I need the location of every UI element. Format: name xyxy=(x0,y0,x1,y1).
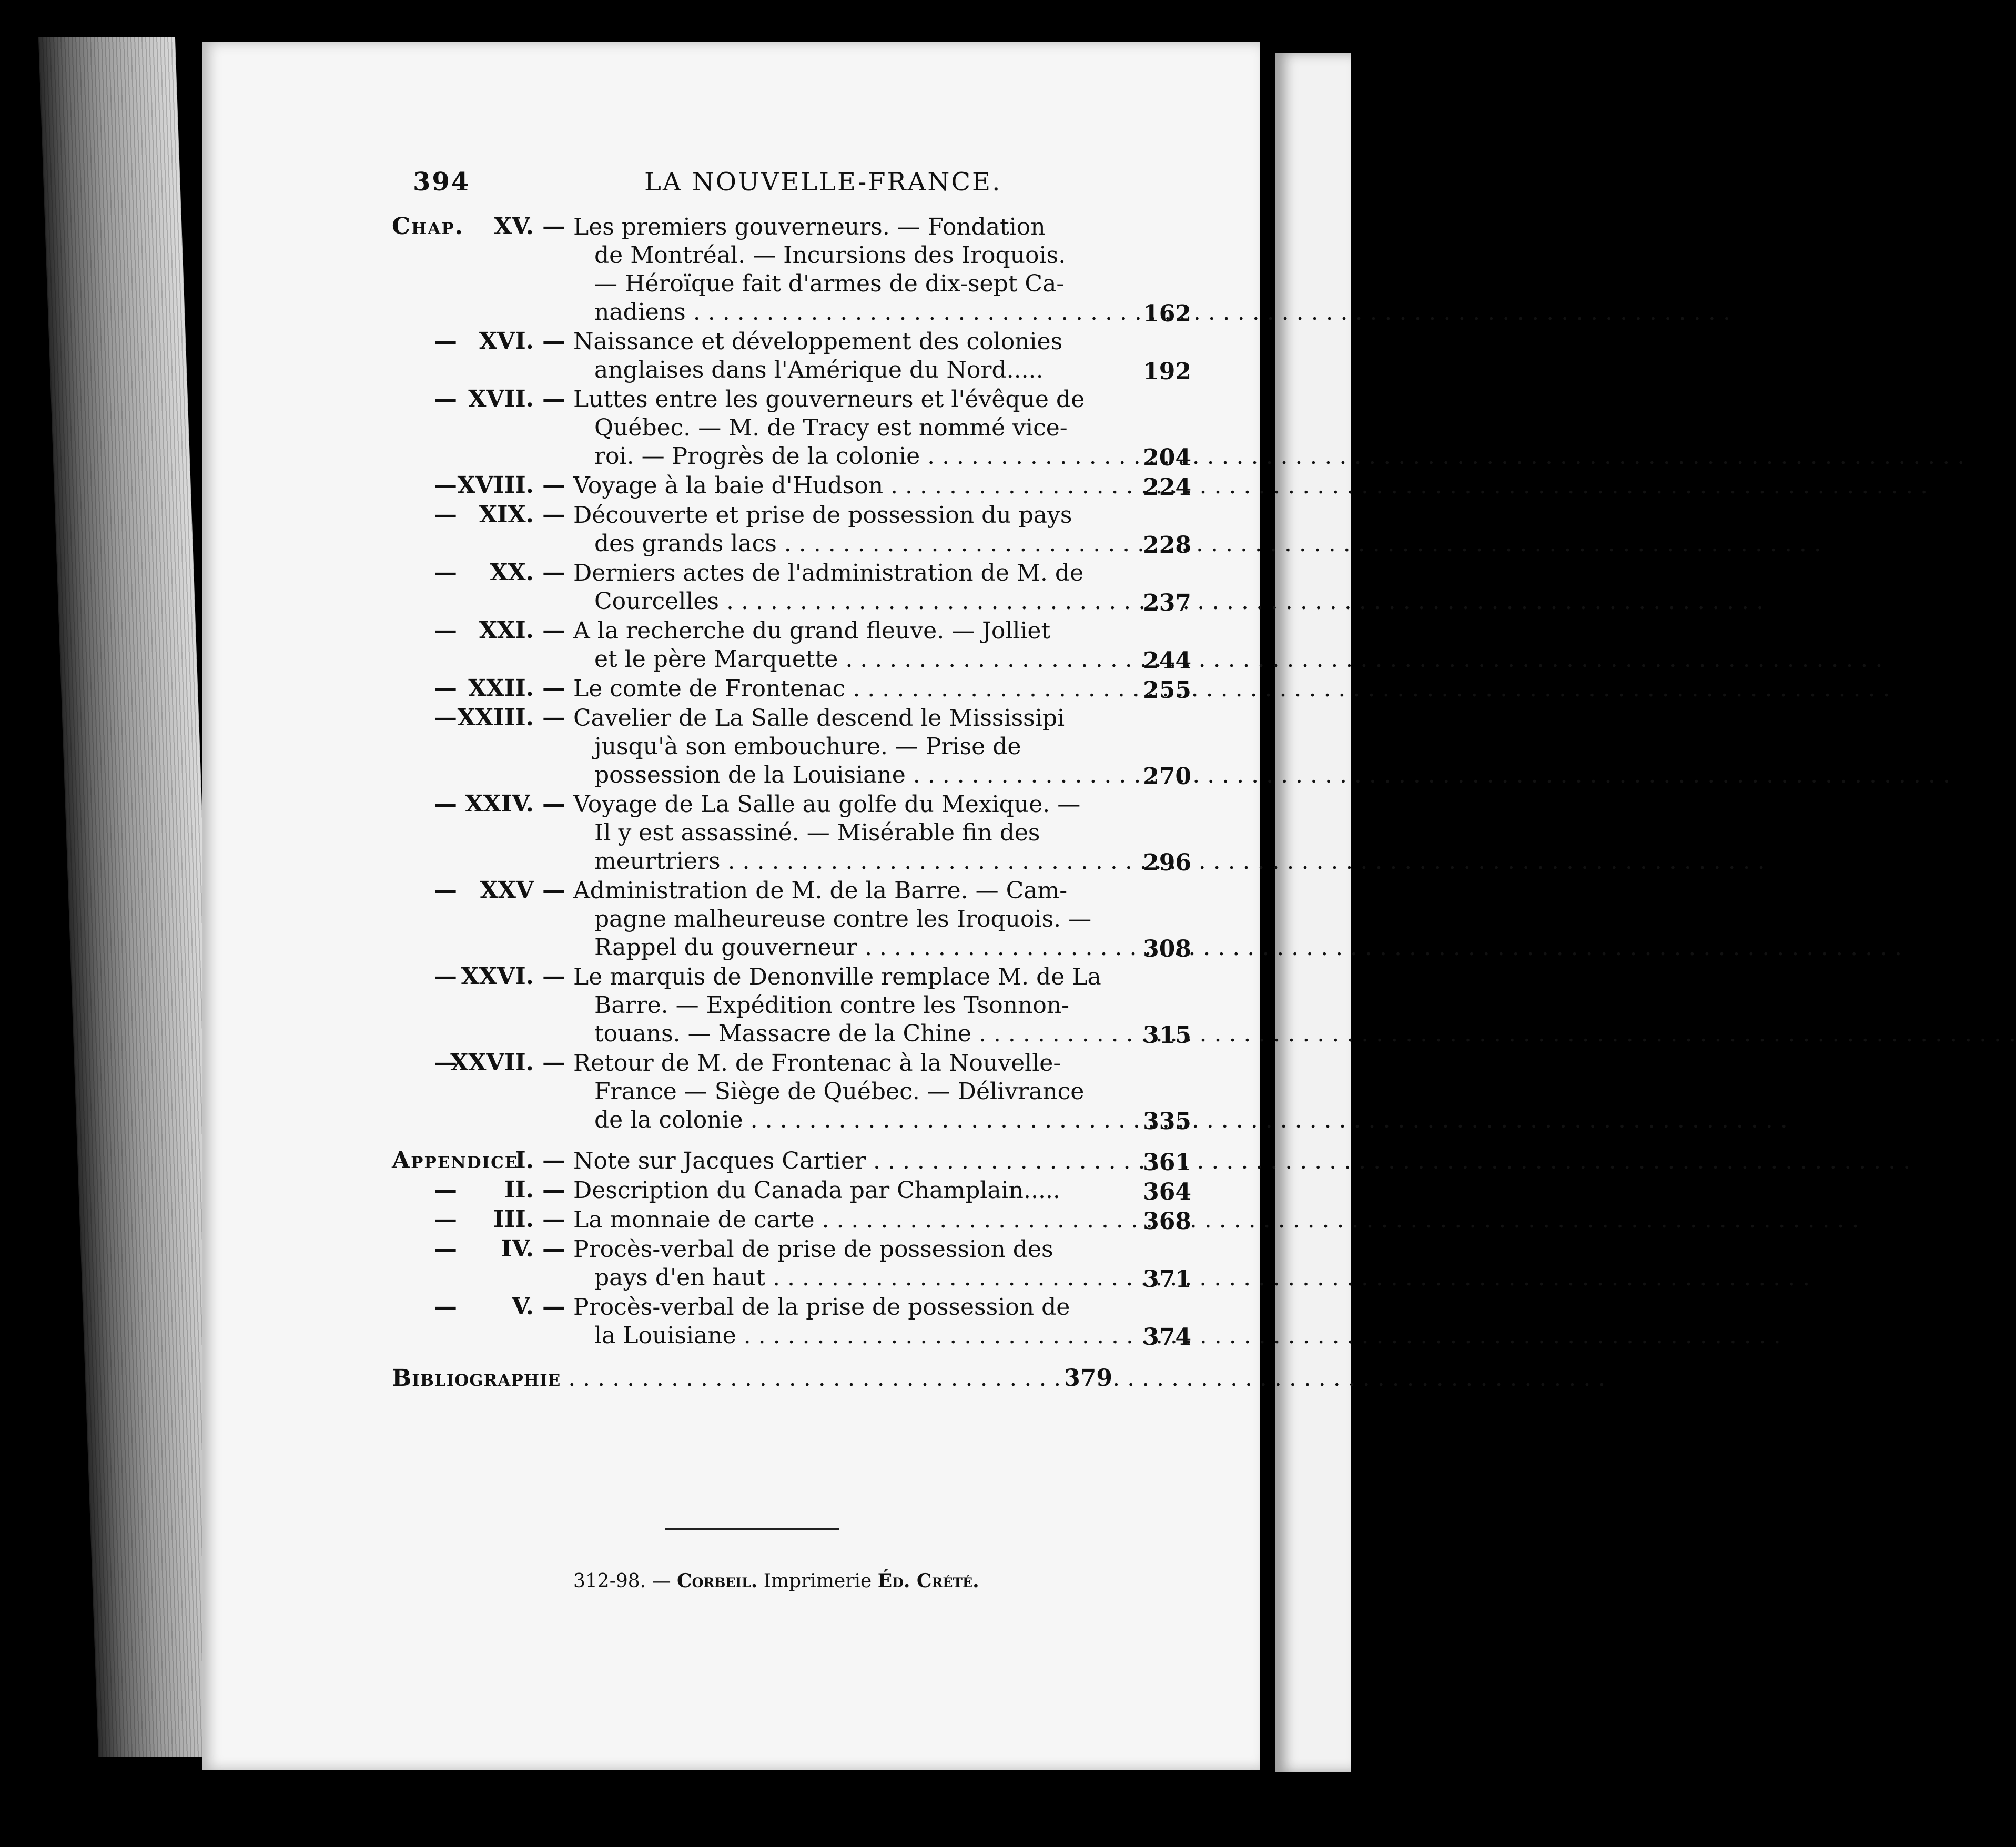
entry-number: I. xyxy=(515,1147,534,1174)
entry-title-line xyxy=(573,790,1081,819)
entry-label-word: — xyxy=(434,1206,457,1233)
entry-dash: — xyxy=(542,963,565,990)
entry-title-line xyxy=(573,559,1084,587)
entry-title-line xyxy=(573,963,1101,991)
entry-title-text: Note sur Jacques Cartier xyxy=(573,1148,866,1174)
entry-label-word: — xyxy=(434,559,457,586)
entry-title-line xyxy=(594,270,1065,298)
entry-title-text: Rappel du gouverneur xyxy=(594,934,857,961)
entry-dash: — xyxy=(542,877,565,904)
entry-page-number: 162 xyxy=(1143,300,1191,327)
colophon-printer: Imprimerie xyxy=(763,1570,872,1592)
entry-label xyxy=(392,877,565,906)
entry-title-line xyxy=(573,1206,994,1234)
entry-title-line xyxy=(594,1264,994,1292)
entry-title-text: Voyage à la baie d'Hudson xyxy=(573,472,884,499)
dot-leader xyxy=(857,934,1902,961)
entry-title-text: Procès-verbal de prise de possession des xyxy=(573,1236,1053,1263)
entry-title xyxy=(573,1206,994,1234)
entry-title-line xyxy=(573,385,1085,414)
entry-title-line xyxy=(594,905,1092,933)
entry-title-text: Description du Canada par Champlain..... xyxy=(573,1177,1060,1204)
entry-number: XVI. xyxy=(479,328,534,354)
toc-entry xyxy=(392,617,1191,674)
entry-title-text: pagne malheureuse contre les Iroquois. — xyxy=(594,906,1092,932)
dot-leader xyxy=(971,1020,2016,1047)
entry-title-line xyxy=(594,933,994,962)
entry-title-line xyxy=(594,298,994,327)
entry-page-number: 315 xyxy=(1143,1022,1191,1049)
running-head xyxy=(413,167,1123,199)
entry-title-text: Luttes entre les gouverneurs et l'évêque de xyxy=(573,386,1085,413)
dot-leader xyxy=(736,1322,1781,1349)
entry-label xyxy=(392,675,565,704)
entry-label xyxy=(392,963,565,992)
entry-number: XXVII. xyxy=(450,1049,534,1076)
entry-label-word: — xyxy=(434,675,457,702)
entry-title-text: — Héroïque fait d'armes de dix-sept Ca- xyxy=(594,270,1065,297)
entry-dash: — xyxy=(542,1293,565,1320)
entry-title xyxy=(573,559,1084,616)
entry-title-line xyxy=(594,241,1066,270)
entry-page-number: 255 xyxy=(1143,677,1191,704)
entry-label xyxy=(392,1176,565,1206)
entry-label xyxy=(392,704,565,734)
entry-title-text: Découverte et prise de possession du pays xyxy=(573,502,1072,529)
entry-title xyxy=(573,1147,994,1175)
entry-label-word: — xyxy=(434,1176,457,1203)
entry-title-text: la Louisiane xyxy=(594,1322,736,1349)
table-of-contents xyxy=(392,213,1191,1393)
bibliography-entry xyxy=(392,1364,1112,1393)
entry-label-word: — xyxy=(434,385,457,412)
entry-title-text: de Montréal. — Incursions des Iroquois. xyxy=(594,242,1066,269)
entry-title-line xyxy=(573,501,1072,530)
entry-number: XX. xyxy=(490,559,534,586)
dot-leader xyxy=(883,472,1928,499)
toc-entry xyxy=(392,675,1191,703)
dot-leader xyxy=(765,1264,1810,1291)
entry-page-number: 335 xyxy=(1143,1108,1191,1135)
entry-dash: — xyxy=(542,1147,565,1174)
colophon-place: Corbeil. xyxy=(677,1570,758,1592)
entry-title-line xyxy=(594,991,1070,1020)
entry-dash: — xyxy=(542,790,565,817)
entry-title-text: Québec. — M. de Tracy est nommé vice- xyxy=(594,414,1068,441)
entry-label-word: — xyxy=(434,472,457,499)
entry-page-number: 308 xyxy=(1143,936,1191,962)
entry-dash: — xyxy=(542,1235,565,1262)
entry-page-number: 244 xyxy=(1143,647,1191,674)
entry-title xyxy=(573,877,1092,962)
entry-dash: — xyxy=(542,559,565,586)
entry-title xyxy=(573,1049,1085,1134)
entry-label xyxy=(392,1147,565,1176)
entry-title-text: roi. — Progrès de la colonie xyxy=(594,443,920,470)
bibliography-label: Bibliographie xyxy=(392,1365,561,1392)
entry-title-line xyxy=(594,1020,994,1048)
entry-title-line xyxy=(594,414,1068,442)
entry-title-line xyxy=(594,847,994,876)
entry-label-word: — xyxy=(434,963,457,990)
toc-entry xyxy=(392,704,1191,789)
entry-title-line xyxy=(573,213,1046,241)
entry-number: XXII. xyxy=(468,675,534,702)
entry-title xyxy=(573,1235,1053,1292)
entry-title-text: possession de la Louisiane xyxy=(594,762,906,788)
entry-title xyxy=(573,704,1065,789)
entry-title-text: anglaises dans l'Amérique du Nord..... xyxy=(594,357,1044,383)
entry-dash: — xyxy=(542,328,565,354)
entry-page-number: 296 xyxy=(1143,849,1191,876)
entry-label xyxy=(392,213,565,242)
entry-title xyxy=(573,675,994,703)
entry-title-line xyxy=(594,819,1040,847)
appendix-list xyxy=(392,1147,1191,1350)
entry-page-number: 204 xyxy=(1143,444,1191,471)
entry-title-line xyxy=(573,704,1065,733)
toc-entry xyxy=(392,501,1191,558)
entry-title-text: de la colonie xyxy=(594,1107,743,1133)
entry-title-text: Courcelles xyxy=(594,588,719,615)
toc-entry xyxy=(392,1235,1191,1292)
toc-entry xyxy=(392,213,1191,327)
toc-entry xyxy=(392,472,1191,500)
entry-number: XXVI. xyxy=(461,963,534,990)
entry-title-text: nadiens xyxy=(594,299,686,326)
entry-page-number: 228 xyxy=(1143,532,1191,559)
toc-entry xyxy=(392,963,1191,1048)
entry-title-line xyxy=(594,761,994,789)
colophon-printer-name: Éd. Crété. xyxy=(877,1570,979,1592)
entry-title xyxy=(573,963,1101,1048)
entry-label-word: — xyxy=(434,328,457,354)
toc-entry xyxy=(392,328,1191,384)
toc-entry xyxy=(392,1176,1191,1205)
entry-number: II. xyxy=(504,1176,534,1203)
entry-title-line xyxy=(594,356,1044,384)
chapter-list xyxy=(392,213,1191,1134)
entry-label-word: — xyxy=(434,790,457,817)
entry-label-word: — xyxy=(434,1293,457,1320)
entry-title xyxy=(573,1176,1060,1205)
dot-leader xyxy=(838,646,1882,673)
entry-title-text: A la recherche du grand fleuve. — Jolliet xyxy=(573,617,1051,644)
entry-title-line xyxy=(594,1322,994,1350)
running-title: LA NOUVELLE-FRANCE. xyxy=(644,167,1002,197)
entry-title-line xyxy=(573,1147,994,1175)
entry-label-word: — xyxy=(434,877,457,904)
entry-page-number: 364 xyxy=(1143,1179,1191,1205)
entry-label xyxy=(392,1293,565,1323)
entry-title-line xyxy=(573,1176,1060,1205)
page-number: 394 xyxy=(413,167,471,197)
entry-dash: — xyxy=(542,385,565,412)
entry-dash: — xyxy=(542,675,565,702)
entry-dash: — xyxy=(542,213,565,240)
entry-label xyxy=(392,501,565,531)
entry-number: XVIII. xyxy=(457,472,534,499)
entry-title-line xyxy=(573,328,1063,356)
entry-title-text: Barre. — Expédition contre les Tsonnon- xyxy=(594,992,1070,1019)
dot-leader xyxy=(920,443,1964,470)
entry-dash: — xyxy=(542,617,565,644)
entry-number: IV. xyxy=(501,1235,534,1262)
entry-label-word: — xyxy=(434,617,457,644)
entry-title-line xyxy=(594,442,994,471)
dot-leader xyxy=(845,675,1890,702)
entry-title xyxy=(573,328,1063,384)
colophon xyxy=(573,1570,979,1592)
toc-entry xyxy=(392,559,1191,616)
entry-title-text: Le comte de Frontenac xyxy=(573,675,846,702)
entry-title-text: pays d'en haut xyxy=(594,1264,766,1291)
entry-title xyxy=(573,1293,1070,1350)
entry-title-text: meurtriers xyxy=(594,848,721,875)
entry-title-text: Naissance et développement des colonies xyxy=(573,328,1063,355)
toc-entry xyxy=(392,1049,1191,1134)
entry-title-line xyxy=(573,877,1068,905)
entry-title-text: Derniers actes de l'administration de M. de xyxy=(573,560,1084,586)
dot-leader xyxy=(906,762,1950,788)
entry-title xyxy=(573,501,1072,558)
entry-page-number: 192 xyxy=(1143,358,1191,385)
entry-number: XVII. xyxy=(468,385,534,412)
entry-label xyxy=(392,328,565,357)
entry-dash: — xyxy=(542,704,565,731)
entry-title-line xyxy=(594,587,994,616)
toc-entry xyxy=(392,1293,1191,1350)
entry-label xyxy=(392,1235,565,1265)
entry-page-number: 237 xyxy=(1143,590,1191,616)
dot-leader xyxy=(719,588,1764,615)
entry-number: V. xyxy=(512,1293,534,1320)
entry-title-line xyxy=(594,645,994,674)
dot-leader xyxy=(721,848,1765,875)
entry-title-text: Administration de M. de la Barre. — Cam- xyxy=(573,877,1068,904)
toc-entry xyxy=(392,385,1191,471)
entry-title-text: Procès-verbal de la prise de possession de xyxy=(573,1294,1070,1321)
dot-leader xyxy=(777,530,1821,557)
entry-dash: — xyxy=(542,1206,565,1233)
entry-title-line xyxy=(573,1235,1053,1264)
entry-title-text: et le père Marquette xyxy=(594,646,838,673)
entry-label-word: — xyxy=(434,1235,457,1262)
entry-title xyxy=(573,617,1051,674)
entry-label xyxy=(392,385,565,415)
bibliography-page: 379 xyxy=(1060,1364,1112,1393)
entry-title-text: Voyage de La Salle au golfe du Mexique. — xyxy=(573,791,1081,818)
entry-label-word: — xyxy=(434,501,457,528)
entry-title xyxy=(573,385,1085,471)
entry-page-number: 361 xyxy=(1143,1149,1191,1176)
entry-number: III. xyxy=(493,1206,534,1233)
entry-title-text: Cavelier de La Salle descend le Mississipi xyxy=(573,705,1065,732)
entry-title xyxy=(573,790,1081,876)
entry-dash: — xyxy=(542,1176,565,1203)
entry-title-line xyxy=(594,733,1021,761)
entry-title-line xyxy=(573,617,1051,645)
entry-dash: — xyxy=(542,1049,565,1076)
entry-label-word: Chap. xyxy=(392,213,464,240)
entry-page-number: 371 xyxy=(1143,1266,1191,1293)
entry-page-number: 368 xyxy=(1143,1208,1191,1235)
toc-entry xyxy=(392,877,1191,962)
entry-title-text: des grands lacs xyxy=(594,530,777,557)
entry-number: XXV xyxy=(480,877,534,904)
entry-label xyxy=(392,617,565,646)
entry-label xyxy=(392,790,565,820)
entry-title-text: La monnaie de carte xyxy=(573,1206,815,1233)
entry-label-word: Appendice xyxy=(392,1147,519,1174)
colophon-code: 312-98. — xyxy=(573,1570,671,1592)
entry-title-line xyxy=(573,675,994,703)
entry-title-text: France — Siège de Québec. — Délivrance xyxy=(594,1078,1085,1105)
entry-title-text: Il y est assassiné. — Misérable fin des xyxy=(594,819,1040,846)
entry-title-text: Les premiers gouverneurs. — Fondation xyxy=(573,214,1046,240)
dot-leader xyxy=(743,1107,1788,1133)
entry-number: XXI. xyxy=(479,617,534,644)
dot-leader xyxy=(686,299,1730,326)
entry-title-line xyxy=(573,472,994,500)
entry-label-word: — xyxy=(434,1049,457,1076)
entry-title-text: Le marquis de Denonville remplace M. de La xyxy=(573,963,1101,990)
entry-title xyxy=(573,213,1066,327)
entry-number: XV. xyxy=(494,213,534,240)
toc-entry xyxy=(392,790,1191,876)
entry-label xyxy=(392,1206,565,1235)
entry-dash: — xyxy=(542,472,565,499)
toc-entry xyxy=(392,1206,1191,1234)
entry-title-line xyxy=(594,1078,1085,1106)
entry-number: XXIV. xyxy=(465,790,534,817)
dot-leader xyxy=(814,1206,1859,1233)
entry-number: XXIII. xyxy=(457,704,534,731)
entry-page-number: 374 xyxy=(1143,1324,1191,1351)
dot-leader xyxy=(866,1148,1910,1174)
entry-dash: — xyxy=(542,501,565,528)
footer-rule xyxy=(665,1528,839,1530)
entry-title-text: jusqu'à son embouchure. — Prise de xyxy=(594,733,1021,760)
entry-number: XIX. xyxy=(479,501,534,528)
entry-page-number: 224 xyxy=(1143,474,1191,501)
entry-label xyxy=(392,559,565,588)
entry-title-line xyxy=(573,1049,1061,1078)
entry-page-number: 270 xyxy=(1143,763,1191,790)
entry-title-line xyxy=(594,530,994,558)
entry-label xyxy=(392,1049,565,1079)
entry-title-line xyxy=(594,1106,994,1134)
entry-title-line xyxy=(573,1293,1070,1322)
toc-entry xyxy=(392,1147,1191,1175)
entry-label xyxy=(392,472,565,501)
entry-title-text: touans. — Massacre de la Chine xyxy=(594,1020,971,1047)
entry-title-text: Retour de M. de Frontenac à la Nouvelle- xyxy=(573,1050,1061,1077)
entry-label-word: — xyxy=(434,704,457,731)
entry-title xyxy=(573,472,994,500)
